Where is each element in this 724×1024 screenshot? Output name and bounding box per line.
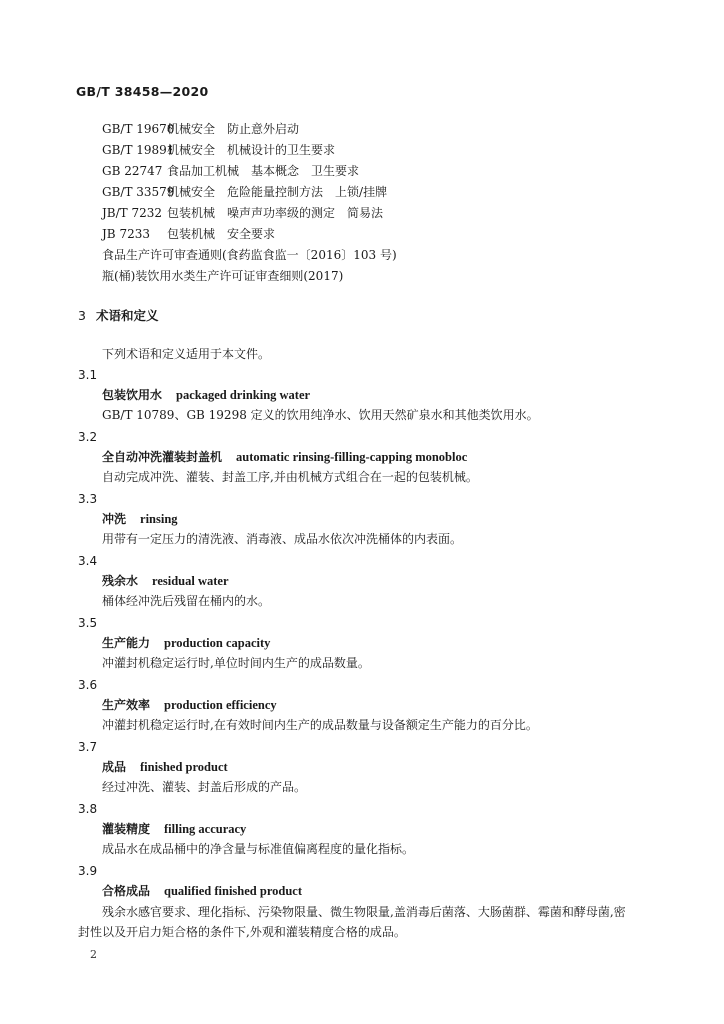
term-en: rinsing — [140, 512, 178, 526]
term-definition: 冲灌封机稳定运行时,单位时间内生产的成品数量。 — [102, 656, 370, 670]
standard-code: GB/T 38458—2020 — [76, 84, 209, 99]
reference-code: GB/T 33579 — [102, 185, 175, 199]
reference-item — [102, 226, 287, 242]
term-definition: 残余水感官要求、理化指标、污染物限量、微生物限量,盖消毒后菌落、大肠菌群、霉菌和酵母菌,密 — [102, 905, 626, 919]
term-definition-continued: 封性以及开启力矩合格的条件下,外观和灌装精度合格的成品。 — [78, 925, 406, 939]
term-number: 3.5 — [78, 616, 98, 630]
term-definition: 经过冲洗、灌装、封盖后形成的产品。 — [102, 780, 307, 794]
reference-code: GB 22747 — [102, 164, 163, 178]
reference-extra: 食品生产许可审查通则(食药监食监一〔2016〕103 号) — [102, 248, 397, 262]
term-zh: 生产效率 — [102, 698, 151, 712]
reference-code: JB 7233 — [102, 227, 150, 241]
term-number: 3.1 — [78, 368, 98, 382]
term-definition: 自动完成冲洗、灌装、封盖工序,并由机械方式组合在一起的包装机械。 — [102, 470, 478, 484]
term-en: filling accuracy — [164, 822, 247, 836]
page-number: 2 — [90, 948, 97, 961]
term-heading — [102, 697, 277, 713]
term-number: 3.2 — [78, 430, 98, 444]
term-heading — [102, 821, 246, 837]
reference-part: 简易法 — [347, 206, 384, 220]
reference-part: 机械设计的卫生要求 — [227, 143, 336, 157]
term-zh: 残余水 — [102, 574, 139, 588]
reference-code: GB/T 19670 — [102, 122, 175, 136]
term-zh: 成品 — [102, 760, 127, 774]
reference-part: 噪声声功率级的测定 — [227, 206, 336, 220]
reference-part: 安全要求 — [227, 227, 276, 241]
term-definition: 桶体经冲洗后残留在桶内的水。 — [102, 594, 271, 608]
term-heading — [102, 511, 178, 527]
term-zh: 冲洗 — [102, 512, 127, 526]
reference-item — [102, 205, 395, 221]
term-zh: 灌装精度 — [102, 822, 151, 836]
term-zh: 合格成品 — [102, 884, 151, 898]
term-number: 3.7 — [78, 740, 98, 754]
reference-extra: 瓶(桶)装饮用水类生产许可证审查细则(2017) — [102, 269, 344, 283]
term-number: 3.3 — [78, 492, 98, 506]
term-heading — [102, 387, 310, 403]
section-intro: 下列术语和定义适用于本文件。 — [102, 347, 271, 361]
reference-part: 上锁/挂牌 — [335, 185, 388, 199]
reference-item — [102, 184, 399, 200]
term-heading — [102, 449, 467, 465]
term-heading — [102, 759, 228, 775]
term-en: qualified finished product — [164, 884, 303, 898]
term-zh: 包装饮用水 — [102, 388, 163, 402]
reference-item — [102, 121, 311, 137]
reference-part: 防止意外启动 — [227, 122, 300, 136]
reference-item — [102, 142, 347, 158]
term-en: finished product — [140, 760, 228, 774]
term-zh: 全自动冲洗灌装封盖机 — [102, 450, 223, 464]
reference-part: 包装机械 — [167, 227, 216, 241]
reference-code: JB/T 7232 — [102, 206, 163, 220]
reference-item — [102, 163, 371, 179]
term-heading — [102, 635, 270, 651]
section-number: 3 — [78, 308, 86, 323]
term-en: residual water — [152, 574, 229, 588]
term-en: production capacity — [164, 636, 271, 650]
section-title: 术语和定义 — [95, 308, 159, 323]
term-heading — [102, 573, 229, 589]
term-number: 3.9 — [78, 864, 98, 878]
reference-code: GB/T 19891 — [102, 143, 175, 157]
reference-part: 机械安全 — [167, 122, 216, 136]
term-definition: GB/T 10789、GB 19298 定义的饮用纯净水、饮用天然矿泉水和其他类饮用水。 — [102, 408, 539, 422]
term-number: 3.6 — [78, 678, 98, 692]
reference-part: 机械安全 — [167, 185, 216, 199]
reference-part: 食品加工机械 — [167, 164, 240, 178]
reference-part: 包装机械 — [167, 206, 216, 220]
section-heading — [78, 308, 158, 324]
term-en: packaged drinking water — [176, 388, 311, 402]
term-definition: 成品水在成品桶中的净含量与标准值偏离程度的量化指标。 — [102, 842, 415, 856]
term-definition: 冲灌封机稳定运行时,在有效时间内生产的成品数量与设备额定生产能力的百分比。 — [102, 718, 538, 732]
term-number: 3.4 — [78, 554, 98, 568]
reference-part: 卫生要求 — [311, 164, 360, 178]
term-heading — [102, 883, 302, 899]
term-en: automatic rinsing-filling-capping monobloc — [236, 450, 468, 464]
term-definition: 用带有一定压力的清洗液、消毒液、成品水依次冲洗桶体的内表面。 — [102, 532, 463, 546]
reference-part: 危险能量控制方法 — [227, 185, 324, 199]
term-zh: 生产能力 — [102, 636, 151, 650]
reference-part: 基本概念 — [251, 164, 300, 178]
term-number: 3.8 — [78, 802, 98, 816]
term-en: production efficiency — [164, 698, 277, 712]
reference-part: 机械安全 — [167, 143, 216, 157]
